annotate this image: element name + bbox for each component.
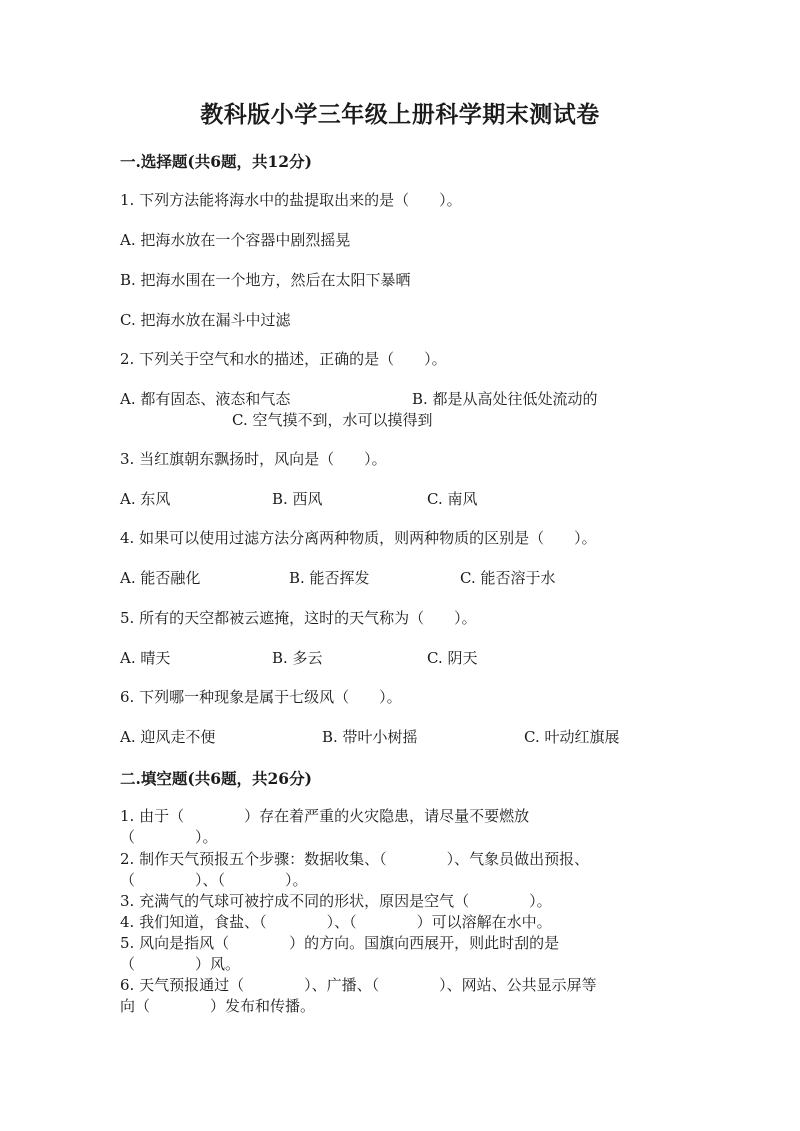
section-heading-choice: 一.选择题(共6题，共12分) <box>120 152 312 171</box>
fill-line: 4. 我们知道，食盐、（ ）、（ ）可以溶解在水中。 <box>120 913 552 931</box>
question-stem: 3. 当红旗朝东飘扬时，风向是（ ）。 <box>120 450 387 468</box>
page-title: 教科版小学三年级上册科学期末测试卷 <box>200 101 600 128</box>
question-option: B. 西风 <box>272 490 323 508</box>
question-stem: 5. 所有的天空都被云遮掩，这时的天气称为（ ）。 <box>120 609 477 627</box>
fill-line: 3. 充满气的气球可被拧成不同的形状，原因是空气（ ）。 <box>120 892 552 910</box>
question-option: B. 带叶小树摇 <box>322 728 418 746</box>
fill-line: （ ）。 <box>120 828 218 846</box>
question-stem: 6. 下列哪一种现象是属于七级风（ ）。 <box>120 688 402 706</box>
fill-line: （ ）、（ ）。 <box>120 871 308 889</box>
question-option: B. 多云 <box>272 649 323 667</box>
question-stem: 4. 如果可以使用过滤方法分离两种物质，则两种物质的区别是（ ）。 <box>120 529 597 547</box>
question-stem: 1. 下列方法能将海水中的盐提取出来的是（ ）。 <box>120 191 462 209</box>
fill-line: 5. 风向是指风（ ）的方向。国旗向西展开，则此时刮的是 <box>120 934 560 952</box>
fill-line: 2. 制作天气预报五个步骤：数据收集、（ ）、气象员做出预报、 <box>120 850 590 868</box>
question-option: C. 能否溶于水 <box>460 569 556 587</box>
question-option: A. 迎风走不便 <box>120 728 216 746</box>
fill-line: （ ）风。 <box>120 955 241 973</box>
question-option: A. 能否融化 <box>120 569 201 587</box>
question-option: A. 把海水放在一个容器中剧烈摇晃 <box>120 231 351 249</box>
fill-line: 6. 天气预报通过（ ）、广播、（ ）、网站、公共显示屏等 <box>120 976 597 994</box>
question-option: C. 阴天 <box>427 649 478 667</box>
section-heading-fill: 二.填空题(共6题，共26分) <box>120 769 312 788</box>
question-option: B. 都是从高处往低处流动的 <box>412 390 598 408</box>
question-option: C. 空气摸不到，水可以摸得到 <box>232 411 433 429</box>
question-option: C. 把海水放在漏斗中过滤 <box>120 311 291 329</box>
question-option: C. 叶动红旗展 <box>524 728 620 746</box>
question-option: B. 把海水围在一个地方，然后在太阳下暴晒 <box>120 271 411 289</box>
question-stem: 2. 下列关于空气和水的描述，正确的是（ ）。 <box>120 350 447 368</box>
question-option: C. 南风 <box>427 490 478 508</box>
fill-line: 向（ ）发布和传播。 <box>120 997 316 1015</box>
question-option: A. 都有固态、液态和气态 <box>120 390 291 408</box>
question-option: B. 能否挥发 <box>289 569 370 587</box>
question-option: A. 东风 <box>120 490 171 508</box>
question-option: A. 晴天 <box>120 649 171 667</box>
fill-line: 1. 由于（ ）存在着严重的火灾隐患，请尽量不要燃放 <box>120 807 530 825</box>
